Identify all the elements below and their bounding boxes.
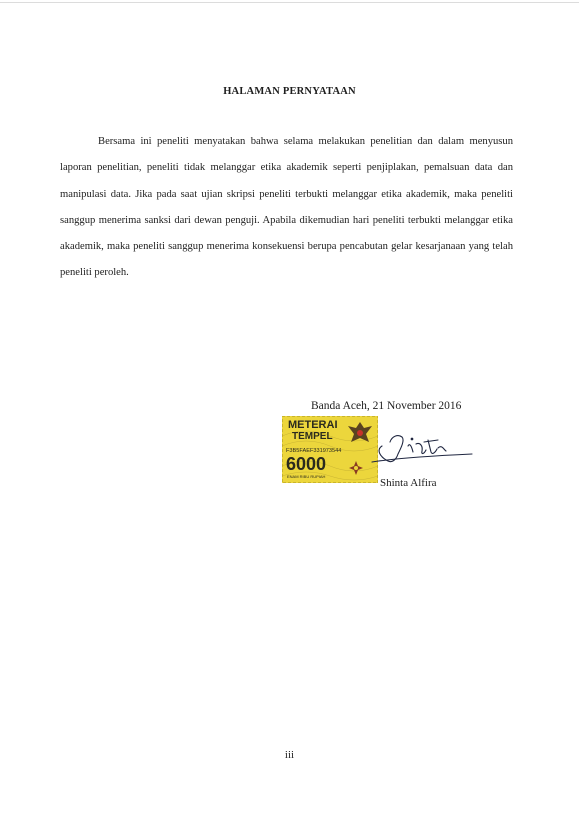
revenue-stamp xyxy=(282,416,378,483)
stamp-value: 6000 xyxy=(286,454,327,474)
stamp-line2: TEMPEL xyxy=(292,431,333,442)
signer-name: Shinta Alfira xyxy=(380,477,437,489)
handwritten-signature xyxy=(368,428,476,468)
page-title: HALAMAN PERNYATAAN xyxy=(223,86,356,97)
place-date: Banda Aceh, 21 November 2016 xyxy=(311,400,462,412)
stamp-serial: F3B5FAEF331973544 xyxy=(286,448,342,454)
statement-paragraph: Bersama ini peneliti menyatakan bahwa selama melakukan penelitian dan dalam menyusun laporan penelitian, peneliti tidak melanggar etika akademik seperti penjiplakan, pemalsuan data dan manipulasi data. Jika pada saat ujian skripsi peneliti terbukti melanggar etika akademik, maka peneliti sanggup menerima sanksi dari dewan penguji. Apabila dikemudian hari peneliti terbukti melanggar etika akademik, maka peneliti sanggup menerima konsekuensi berupa pencabutan gelar kesarjanaan yang telah peneliti peroleh. xyxy=(60,136,513,279)
stamp-line1: METERAI xyxy=(288,419,338,431)
page-number: iii xyxy=(284,749,295,761)
scan-edge-line xyxy=(0,2,579,3)
stamp-value-text: ENAM RIBU RUPIAH xyxy=(287,474,326,479)
